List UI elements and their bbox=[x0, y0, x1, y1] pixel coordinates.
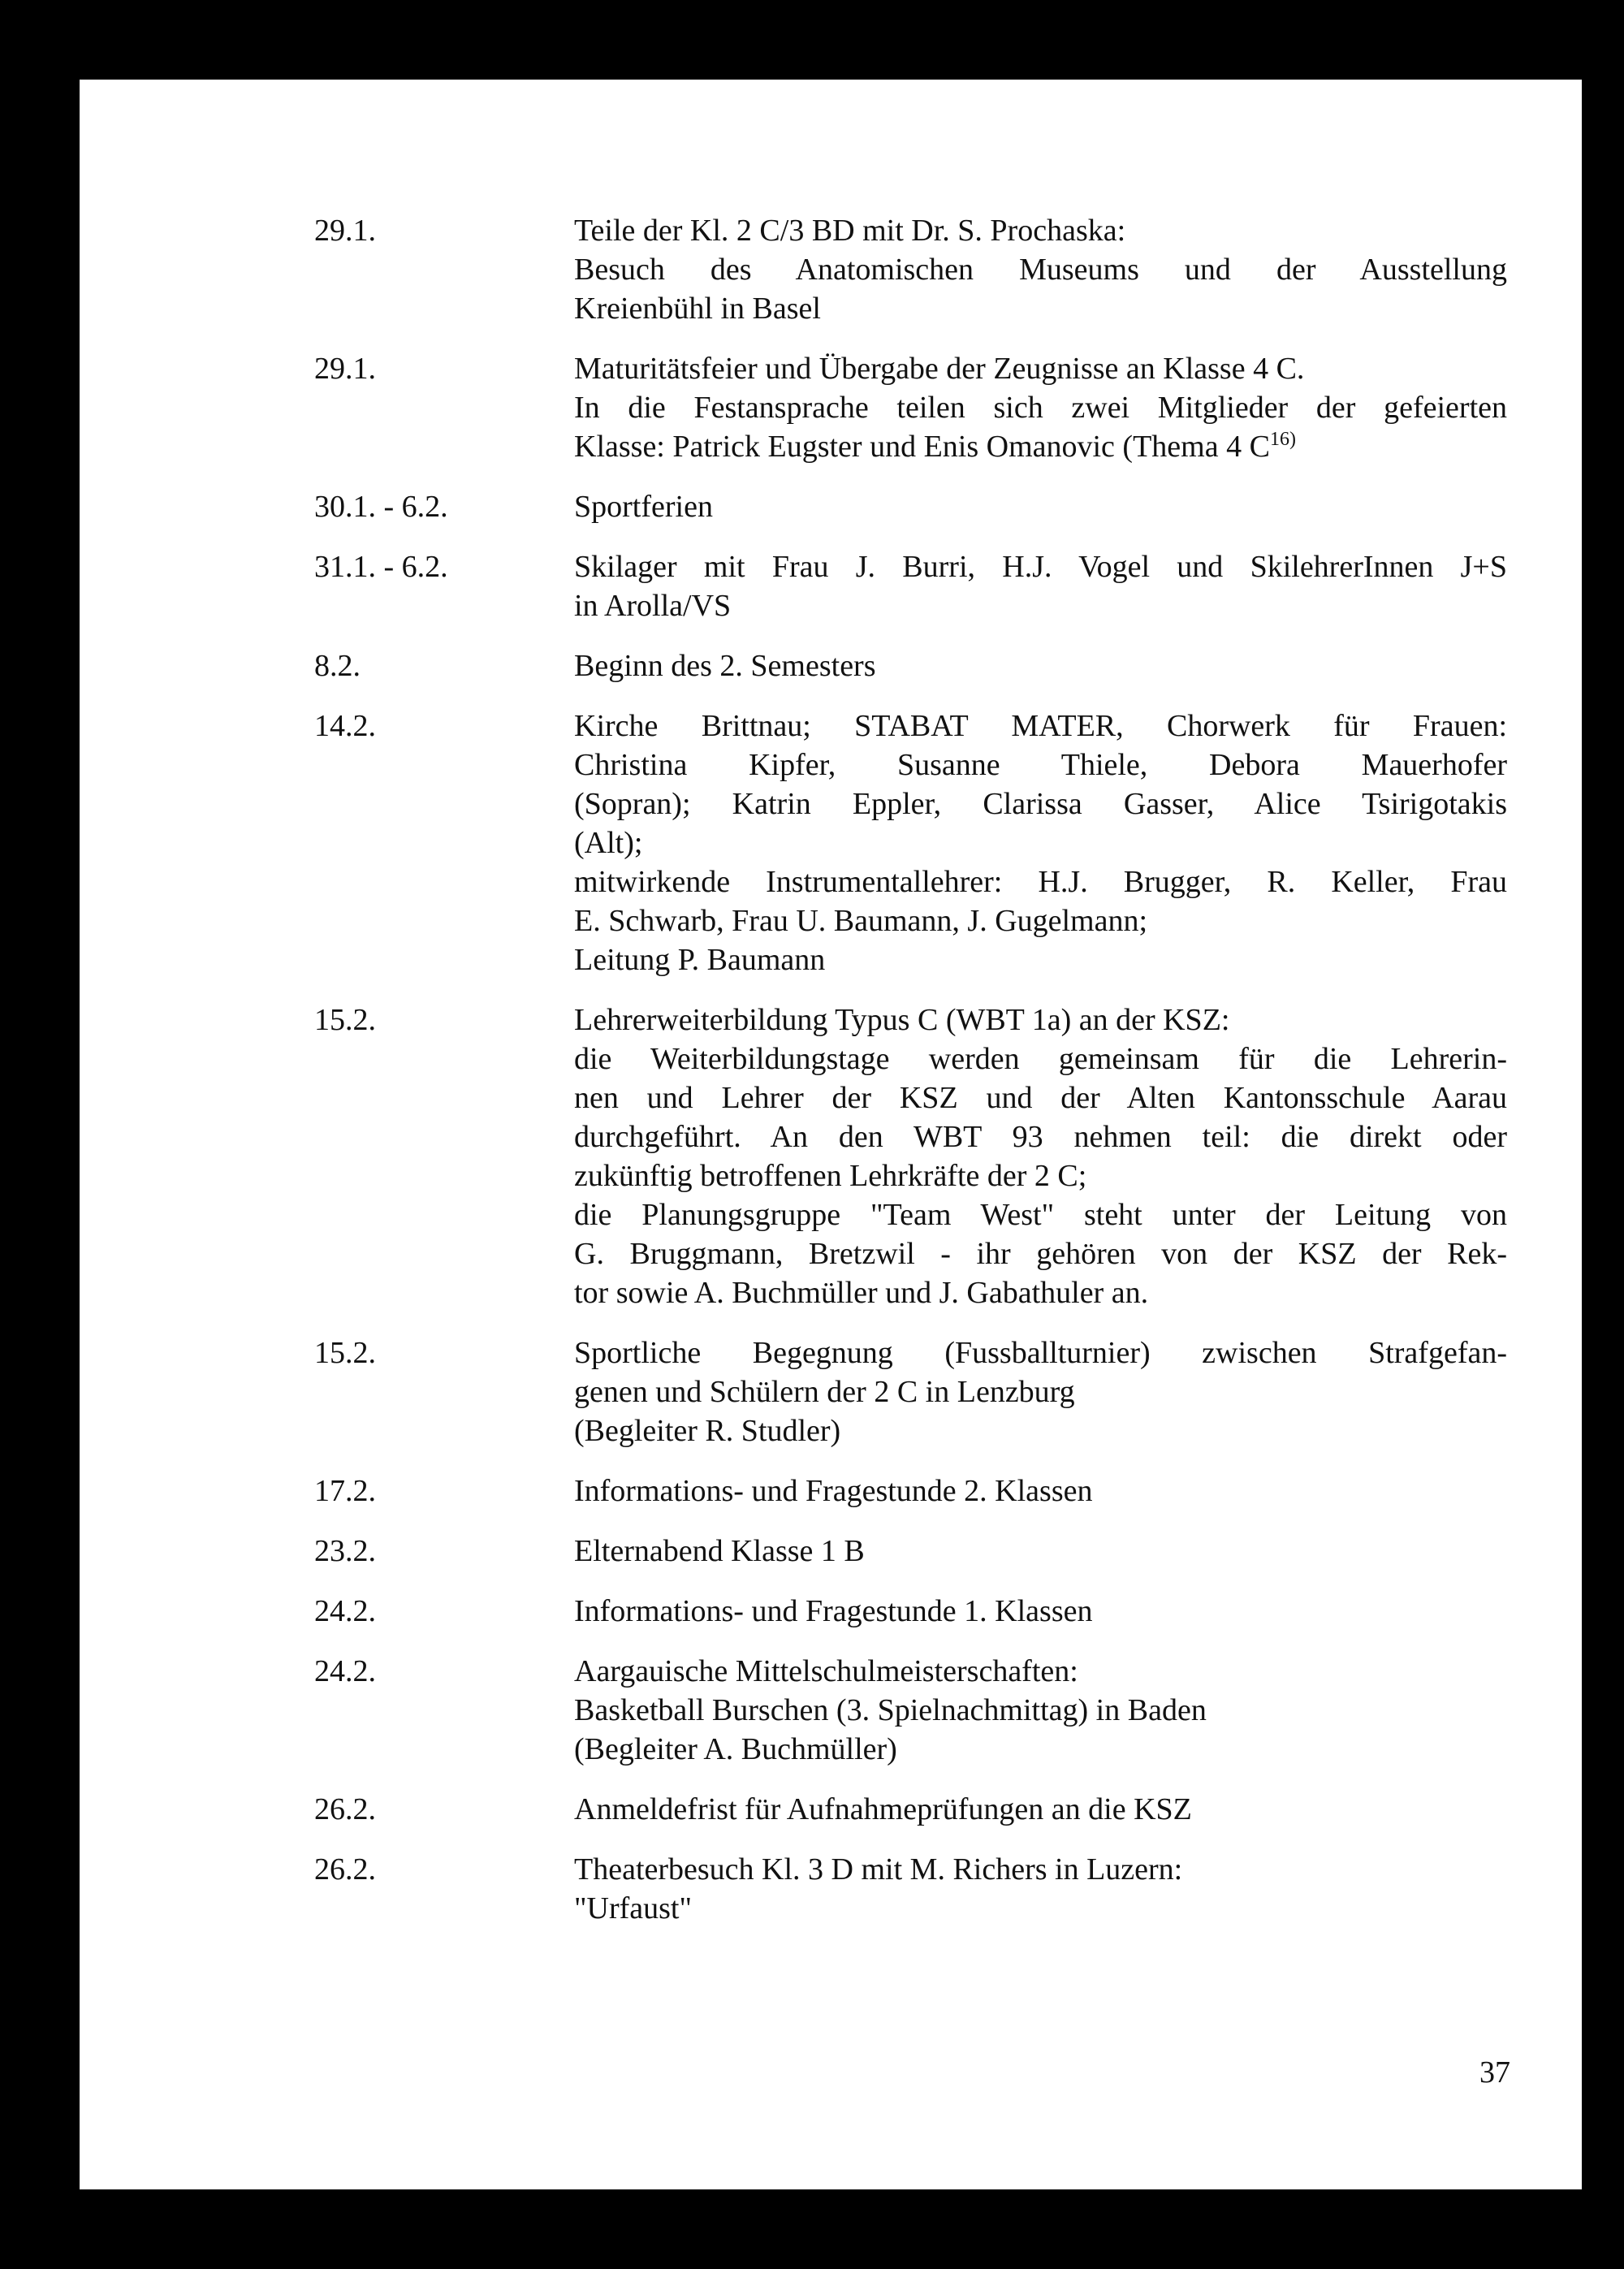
list-item bbox=[314, 707, 1507, 979]
entry-line: G. Bruggmann, Bretzwil - ihr gehören von der KSZ der Rek- bbox=[574, 1237, 1507, 1271]
entry-line: "Urfaust" bbox=[574, 1891, 692, 1925]
entry-date: 29.1. bbox=[314, 214, 376, 248]
entry-text bbox=[574, 1592, 1507, 1631]
entry-line: Besuch des Anatomischen Museums und der Ausstellung bbox=[574, 253, 1507, 287]
entry-date: 14.2. bbox=[314, 709, 376, 743]
entry-line: die Planungsgruppe "Team West" steht unter der Leitung von bbox=[574, 1198, 1507, 1232]
entry-date: 24.2. bbox=[314, 1594, 376, 1628]
entry-line: E. Schwarb, Frau U. Baumann, J. Gugelmann; bbox=[574, 904, 1148, 938]
entry-text bbox=[574, 1472, 1507, 1511]
entry-date: 30.1. - 6.2. bbox=[314, 490, 448, 524]
entry-text bbox=[574, 1790, 1507, 1829]
entry-line: in Arolla/VS bbox=[574, 589, 732, 623]
document-page bbox=[80, 80, 1582, 2189]
entry-line: Beginn des 2. Semesters bbox=[574, 649, 876, 683]
entry-line: Leitung P. Baumann bbox=[574, 943, 826, 977]
page-number: 37 bbox=[1479, 2055, 1510, 2090]
entry-line: Christina Kipfer, Susanne Thiele, Debora Mauerhofer bbox=[574, 748, 1507, 782]
entry-line: Theaterbesuch Kl. 3 D mit M. Richers in Luzern: bbox=[574, 1852, 1183, 1887]
entry-line: (Alt); bbox=[574, 826, 643, 860]
entry-line: Kirche Brittnau; STABAT MATER, Chorwerk für Frauen: bbox=[574, 709, 1507, 743]
entry-text bbox=[574, 1333, 1507, 1450]
entry-date: 31.1. - 6.2. bbox=[314, 550, 448, 584]
entry-text bbox=[574, 646, 1507, 685]
entry-line: (Begleiter R. Studler) bbox=[574, 1414, 841, 1448]
entry-line: (Begleiter A. Buchmüller) bbox=[574, 1732, 897, 1766]
entry-line: Informations- und Fragestunde 2. Klassen bbox=[574, 1474, 1093, 1508]
entry-line-text: Klasse: Patrick Eugster und Enis Omanovic (Thema 4 C bbox=[574, 430, 1270, 464]
entry-line: Basketball Burschen (3. Spielnachmittag) in Baden bbox=[574, 1693, 1207, 1727]
entry-text bbox=[574, 211, 1507, 328]
entry-line: tor sowie A. Buchmüller und J. Gabathuler an. bbox=[574, 1276, 1149, 1310]
entry-date: 29.1. bbox=[314, 352, 376, 386]
entry-text bbox=[574, 1850, 1507, 1928]
entry-line: die Weiterbildungstage werden gemeinsam für die Lehrerin- bbox=[574, 1042, 1507, 1076]
entry-text bbox=[574, 707, 1507, 979]
entry-date: 26.2. bbox=[314, 1852, 376, 1887]
list-item bbox=[314, 1850, 1507, 1928]
entry-line: Informations- und Fragestunde 1. Klassen bbox=[574, 1594, 1093, 1628]
entry-date: 24.2. bbox=[314, 1654, 376, 1688]
entry-line: Maturitätsfeier und Übergabe der Zeugnisse an Klasse 4 C. bbox=[574, 352, 1305, 386]
entry-text bbox=[574, 487, 1507, 526]
list-item bbox=[314, 1532, 1507, 1571]
footnote-marker: 16) bbox=[1269, 429, 1296, 450]
entry-line: Anmeldefrist für Aufnahmeprüfungen an die KSZ bbox=[574, 1792, 1192, 1826]
entry-line: Sportferien bbox=[574, 490, 713, 524]
entry-line: durchgeführt. An den WBT 93 nehmen teil: die direkt oder bbox=[574, 1120, 1507, 1154]
list-item bbox=[314, 1790, 1507, 1829]
list-item bbox=[314, 1592, 1507, 1631]
entry-date: 23.2. bbox=[314, 1534, 376, 1568]
entry-date: 8.2. bbox=[314, 649, 361, 683]
entry-text bbox=[574, 1652, 1507, 1769]
entry-line: Elternabend Klasse 1 B bbox=[574, 1534, 865, 1568]
list-item bbox=[314, 1652, 1507, 1769]
entry-line: In die Festansprache teilen sich zwei Mitglieder der gefeierten bbox=[574, 391, 1507, 425]
entry-line: Lehrerweiterbildung Typus C (WBT 1a) an der KSZ: bbox=[574, 1003, 1230, 1037]
entry-line: nen und Lehrer der KSZ und der Alten Kantonsschule Aarau bbox=[574, 1081, 1507, 1115]
entry-text bbox=[574, 547, 1507, 625]
entry-date: 26.2. bbox=[314, 1792, 376, 1826]
list-item bbox=[314, 547, 1507, 625]
list-item bbox=[314, 1001, 1507, 1312]
entry-line: Sportliche Begegnung (Fussballturnier) zwischen Strafgefan- bbox=[574, 1336, 1507, 1370]
entry-line: Skilager mit Frau J. Burri, H.J. Vogel und SkilehrerInnen J+S bbox=[574, 550, 1507, 584]
chronicle-entries bbox=[314, 211, 1507, 1949]
entry-line bbox=[574, 427, 1507, 466]
entry-line: zukünftig betroffenen Lehrkräfte der 2 C; bbox=[574, 1159, 1087, 1193]
entry-text bbox=[574, 1001, 1507, 1312]
list-item bbox=[314, 211, 1507, 328]
list-item bbox=[314, 1472, 1507, 1511]
entry-date: 15.2. bbox=[314, 1003, 376, 1037]
list-item bbox=[314, 1333, 1507, 1450]
entry-line: Kreienbühl in Basel bbox=[574, 292, 821, 326]
entry-date: 15.2. bbox=[314, 1336, 376, 1370]
list-item bbox=[314, 349, 1507, 466]
entry-text bbox=[574, 1532, 1507, 1571]
entry-line: (Sopran); Katrin Eppler, Clarissa Gasser, Alice Tsirigotakis bbox=[574, 787, 1507, 821]
list-item bbox=[314, 487, 1507, 526]
entry-line: mitwirkende Instrumentallehrer: H.J. Brugger, R. Keller, Frau bbox=[574, 865, 1507, 899]
entry-date: 17.2. bbox=[314, 1474, 376, 1508]
entry-line: Aargauische Mittelschulmeisterschaften: bbox=[574, 1654, 1078, 1688]
entry-line: Teile der Kl. 2 C/3 BD mit Dr. S. Prochaska: bbox=[574, 214, 1126, 248]
entry-line: genen und Schülern der 2 C in Lenzburg bbox=[574, 1375, 1075, 1409]
list-item bbox=[314, 646, 1507, 685]
entry-text bbox=[574, 349, 1507, 466]
